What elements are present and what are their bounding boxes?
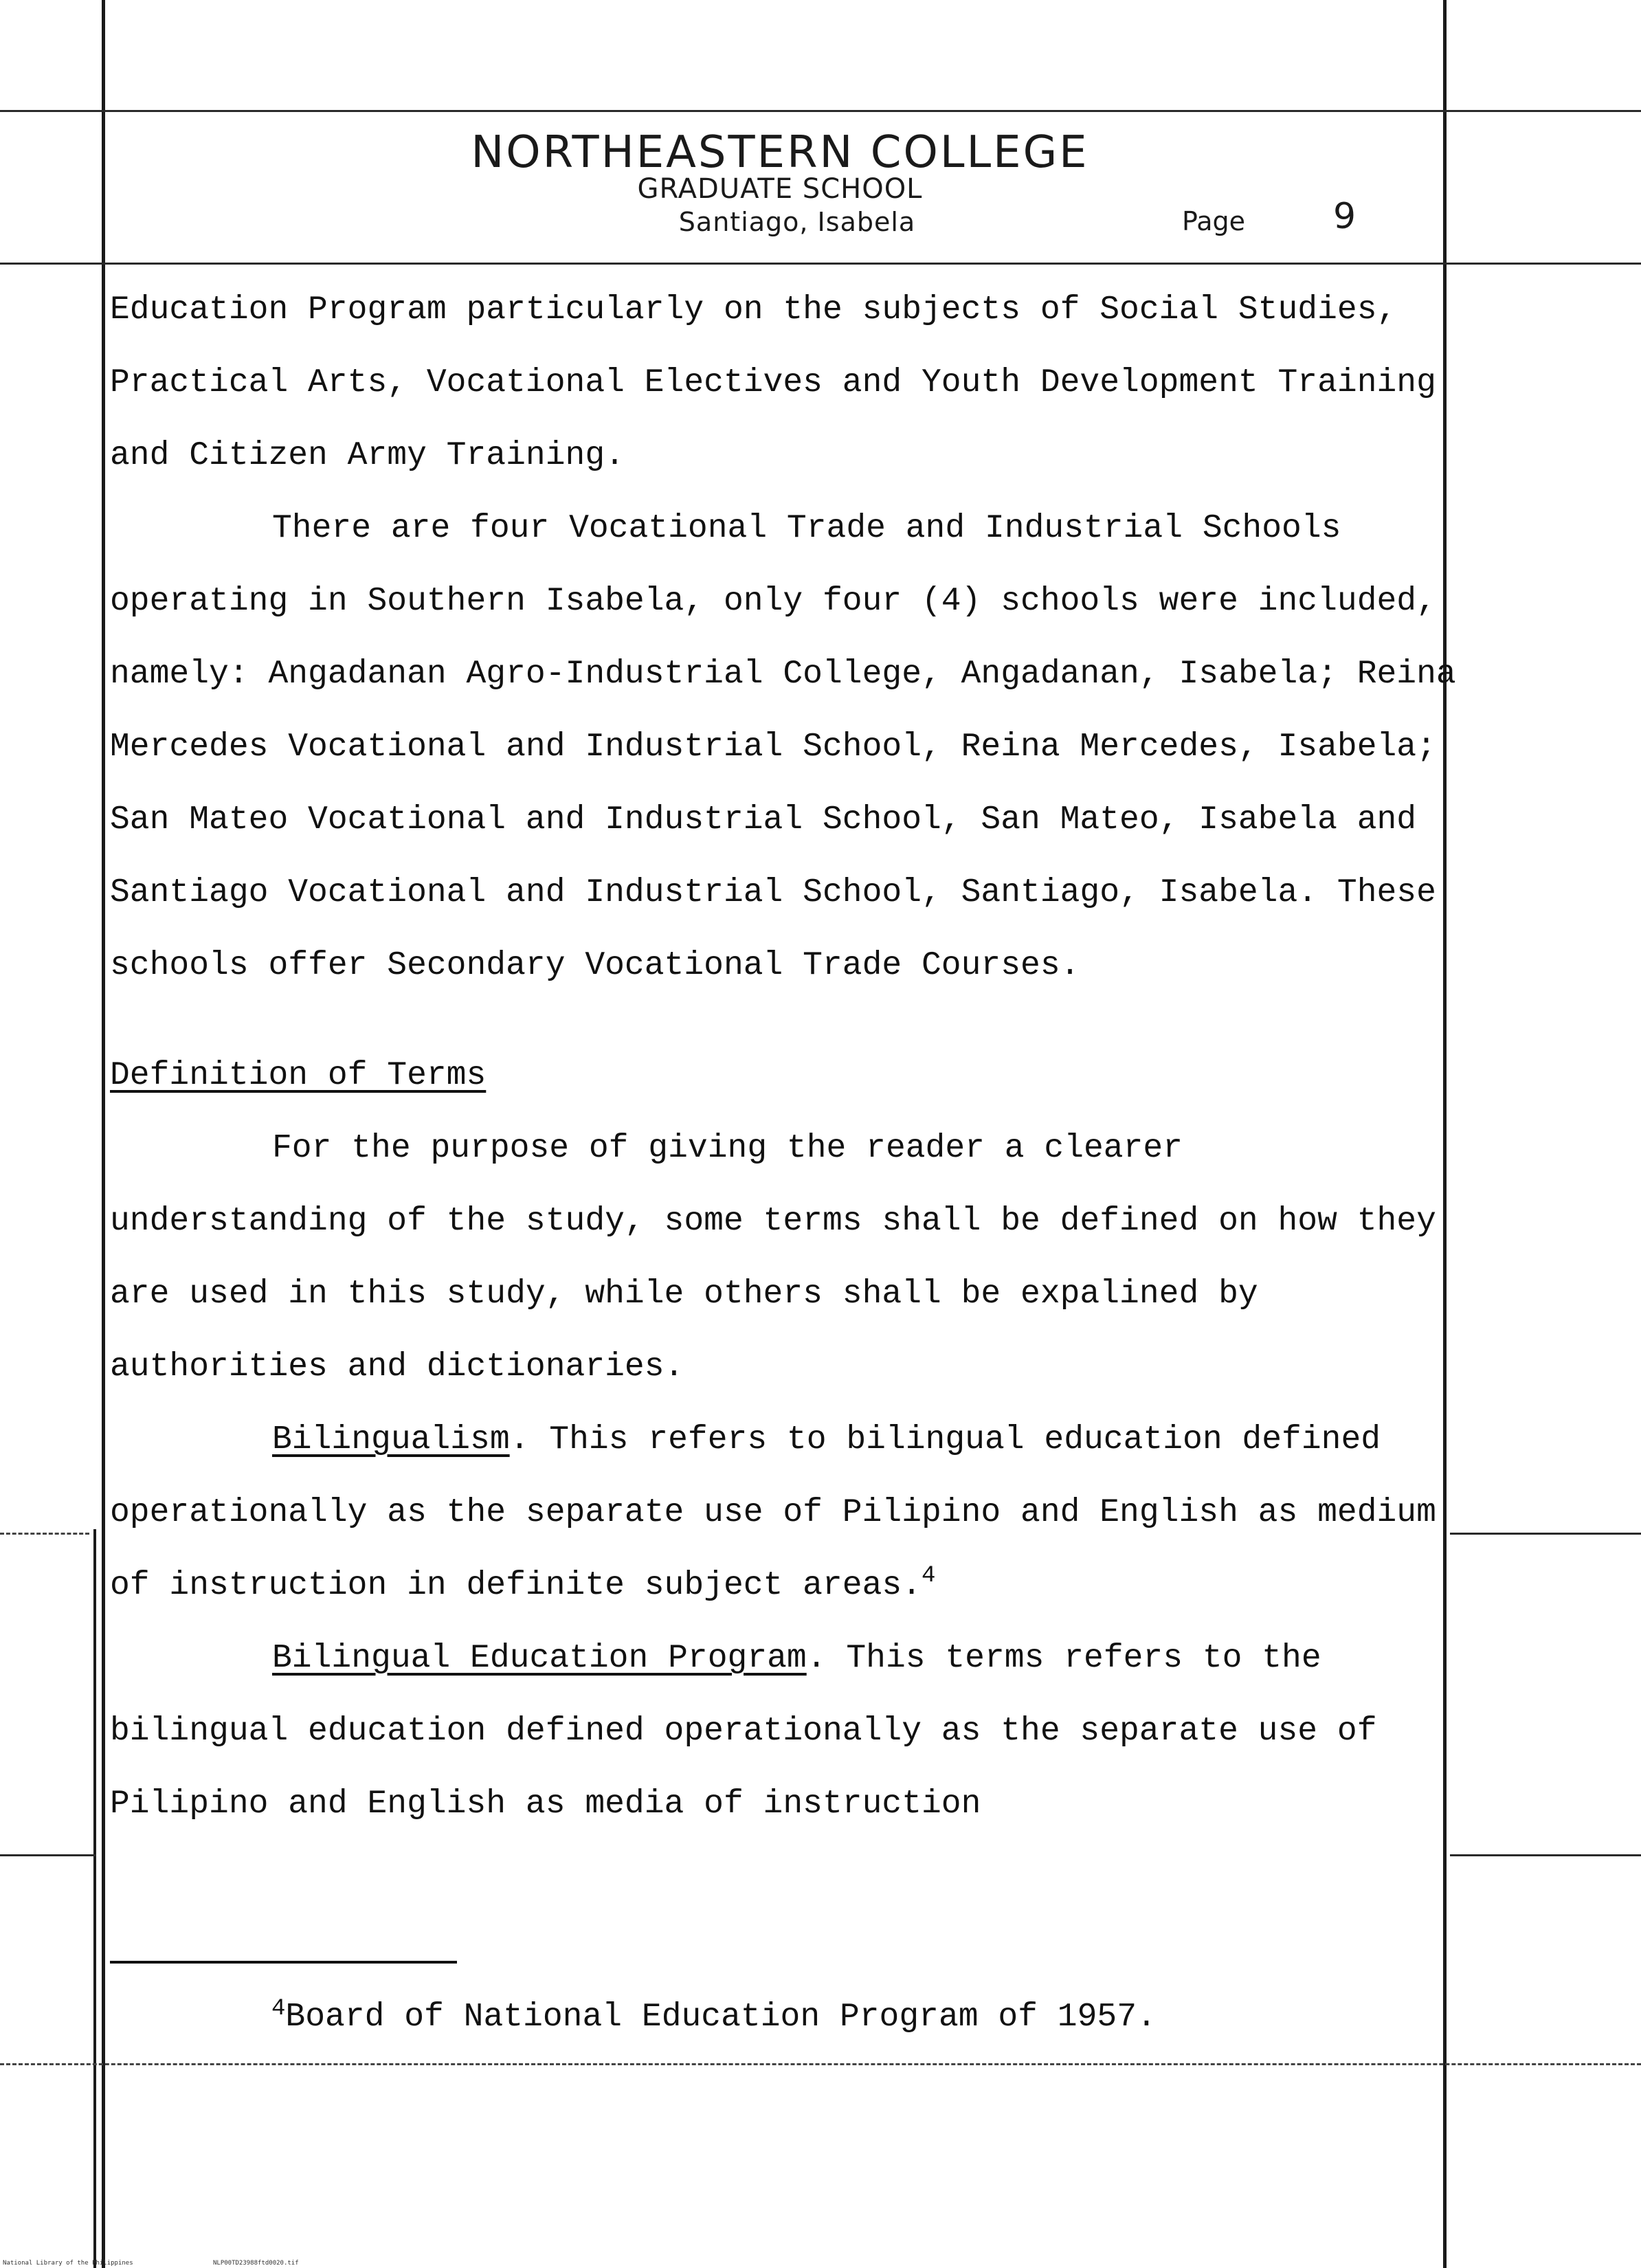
institution-name: NORTHEASTERN COLLEGE [471, 127, 1089, 178]
paragraph-3: For the purpose of giving the reader a clearer understanding of the study, some terms shall be defined on how they are used in this study, while others shall be expalined by authorities and dictionaries. [110, 1130, 1436, 1386]
footnote-text: Board of National Education Program of 1957. [285, 1999, 1157, 2036]
right-margin-rule-2 [1450, 1854, 1641, 1856]
school-name: GRADUATE SCHOOL [637, 173, 923, 205]
scan-file-label: NLP00TD23988ftd0020.tif [213, 2260, 299, 2267]
term-bilingualism-definition: . This refers to bilingual education defined operationally as the separate use of Pilipino and English as medium of instruction in definite subject areas. [110, 1421, 1436, 1604]
left-margin-dash [0, 1533, 89, 1535]
term-bilingual-education-program [110, 1622, 1457, 1841]
section-heading [110, 1039, 1457, 1112]
right-margin-rule [1450, 1533, 1641, 1535]
body-text [110, 274, 1457, 1841]
paragraph-1: Education Program particularly on the subjects of Social Studies, Practical Arts, Vocational Electives and Youth Development Training and Citizen Army Training. [110, 291, 1436, 474]
scan-library-label: National Library of the Philippines [3, 2260, 133, 2267]
bottom-rule [0, 2063, 1641, 2065]
footnote-rule [110, 1961, 457, 1964]
school-location: Santiago, Isabela [678, 207, 916, 237]
section-heading-text: Definition of Terms [110, 1057, 487, 1094]
left-margin-rule [0, 1854, 96, 1856]
paragraph-2: There are four Vocational Trade and Industrial Schools operating in Southern Isabela, only four (4) schools were included, namely: Angadanan Agro-Industrial College, Angadanan, Isabela; Reina Mercedes Vocational and Industrial School, Reina Mercedes, Isabela; San Mateo Vocational and Industrial School, San Mateo, Isabela and Santiago Vocational and Industrial School, Santiago, Isabela. These schools offer Secondary Vocational Trade Courses. [110, 510, 1456, 984]
footnote-marker: 4 [271, 1996, 286, 2022]
term-bilingualism-label: Bilingualism [272, 1421, 510, 1458]
left-margin-line [102, 0, 105, 2268]
footnote [271, 1990, 1157, 2045]
top-rule [0, 110, 1641, 112]
left-margin-line-inner [93, 1529, 96, 2268]
term-bilingual-education-program-definition: . This terms refers to the bilingual education defined operationally as the separate use of Pilipino and English as media of instruction [110, 1640, 1377, 1823]
page-number: 9 [1333, 196, 1357, 237]
header-rule [0, 263, 1641, 265]
term-bilingual-education-program-label: Bilingual Education Program [272, 1640, 807, 1677]
page-label: Page [1182, 206, 1245, 236]
term-bilingualism [110, 1403, 1457, 1622]
footnote-reference: 4 [922, 1563, 936, 1589]
